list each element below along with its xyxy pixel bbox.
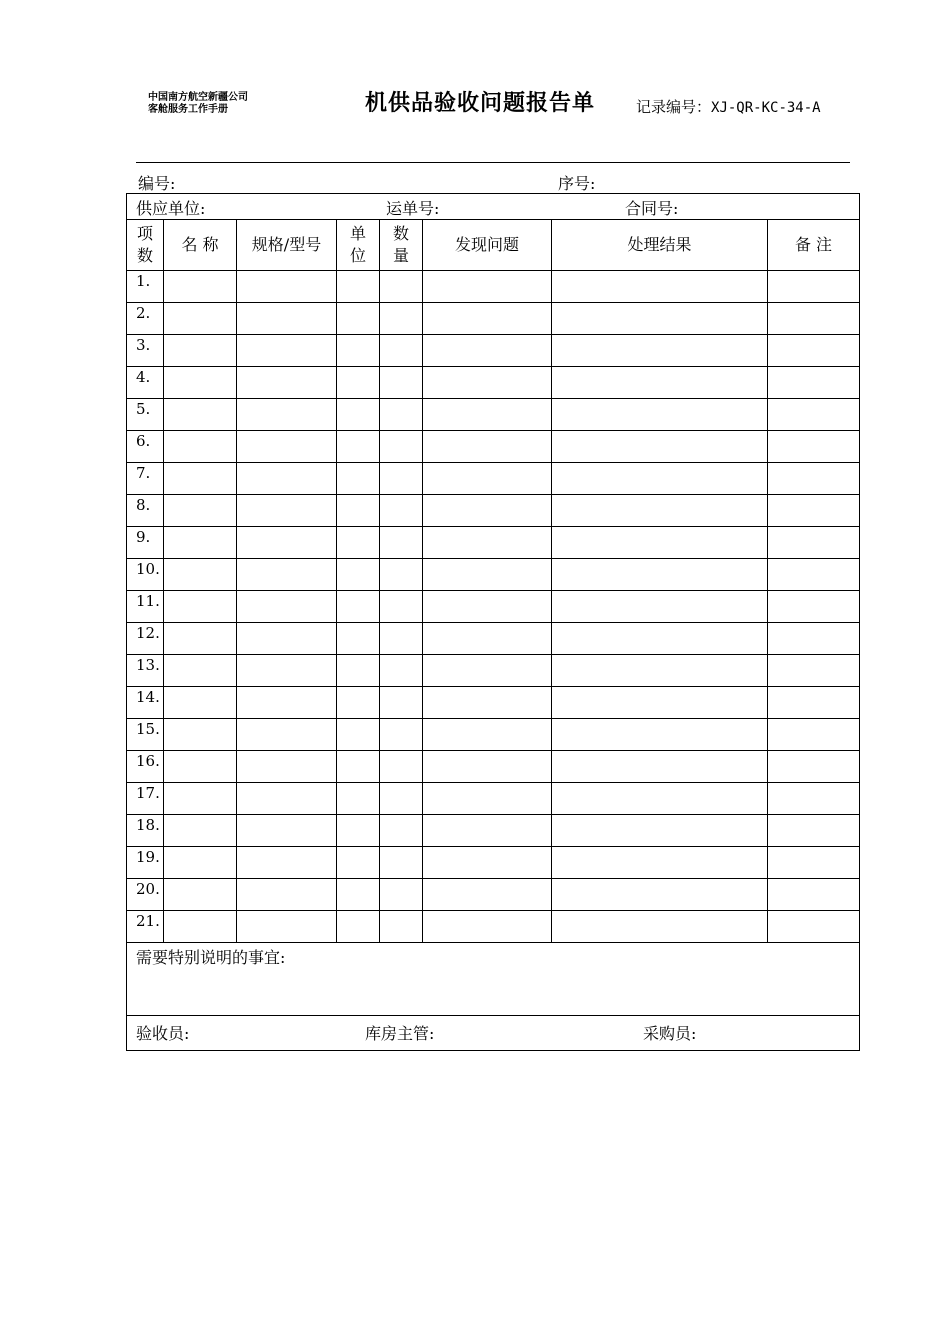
- column-header-unit: 单位: [337, 220, 380, 271]
- table-cell[interactable]: [164, 719, 237, 751]
- table-cell[interactable]: [423, 495, 552, 527]
- table-row: [127, 559, 860, 591]
- signature-row: [127, 1016, 860, 1051]
- table-cell[interactable]: [552, 815, 768, 847]
- row-number: 2.: [127, 303, 164, 335]
- row-number: 21.: [127, 911, 164, 943]
- table-row: [127, 271, 860, 303]
- table-cell[interactable]: [237, 495, 337, 527]
- table-cell[interactable]: [164, 815, 237, 847]
- table-cell[interactable]: [768, 527, 860, 559]
- table-cell[interactable]: [552, 911, 768, 943]
- table-cell[interactable]: [337, 847, 380, 879]
- table-row: [127, 623, 860, 655]
- table-row: [127, 591, 860, 623]
- table-cell[interactable]: [552, 847, 768, 879]
- row-number: 12.: [127, 623, 164, 655]
- table-cell[interactable]: [423, 751, 552, 783]
- table-cell[interactable]: [768, 271, 860, 303]
- table-cell[interactable]: [237, 687, 337, 719]
- row-number: 16.: [127, 751, 164, 783]
- column-header-result: 处理结果: [552, 220, 768, 271]
- table-cell[interactable]: [552, 623, 768, 655]
- table-cell[interactable]: [380, 687, 423, 719]
- table-cell[interactable]: [423, 367, 552, 399]
- table-cell[interactable]: [768, 623, 860, 655]
- table-cell[interactable]: [164, 623, 237, 655]
- table-cell[interactable]: [164, 751, 237, 783]
- table-cell[interactable]: [164, 591, 237, 623]
- table-cell[interactable]: [237, 463, 337, 495]
- record-number-label: 记录编号：: [636, 98, 712, 116]
- table-cell[interactable]: [380, 399, 423, 431]
- row-number: 3.: [127, 335, 164, 367]
- table-cell[interactable]: [552, 271, 768, 303]
- table-row: [127, 527, 860, 559]
- table-cell[interactable]: [164, 847, 237, 879]
- column-header-item-count: 项数: [127, 220, 164, 271]
- table-cell[interactable]: [237, 271, 337, 303]
- supplier-label: 供应单位:: [136, 199, 206, 218]
- table-cell[interactable]: [237, 399, 337, 431]
- table-row: [127, 655, 860, 687]
- table-row: [127, 751, 860, 783]
- supplier-row: [127, 194, 860, 220]
- table-cell[interactable]: [423, 815, 552, 847]
- table-row: [127, 303, 860, 335]
- table-row: [127, 687, 860, 719]
- row-number: 5.: [127, 399, 164, 431]
- table-cell[interactable]: [423, 655, 552, 687]
- row-number: 14.: [127, 687, 164, 719]
- row-number: 19.: [127, 847, 164, 879]
- contract-label: 合同号:: [625, 199, 679, 218]
- table-cell[interactable]: [768, 687, 860, 719]
- table-cell[interactable]: [552, 367, 768, 399]
- table-cell[interactable]: [337, 271, 380, 303]
- table-cell[interactable]: [237, 431, 337, 463]
- notes-label: 需要特别说明的事宜:: [127, 943, 860, 1016]
- table-cell[interactable]: [552, 559, 768, 591]
- table-row: [127, 879, 860, 911]
- row-number: 7.: [127, 463, 164, 495]
- table-cell[interactable]: [380, 655, 423, 687]
- table-cell[interactable]: [237, 783, 337, 815]
- table-cell[interactable]: [423, 623, 552, 655]
- table-cell[interactable]: [237, 367, 337, 399]
- table-cell[interactable]: [237, 911, 337, 943]
- table-cell[interactable]: [380, 879, 423, 911]
- waybill-label: 运单号:: [386, 199, 440, 218]
- table-row: [127, 399, 860, 431]
- table-row: [127, 367, 860, 399]
- table-cell[interactable]: [337, 687, 380, 719]
- table-cell[interactable]: [423, 303, 552, 335]
- sequence-field-label: 序号:: [558, 174, 596, 193]
- table-cell[interactable]: [164, 271, 237, 303]
- purchaser-label: 采购员:: [643, 1024, 697, 1043]
- table-cell[interactable]: [423, 687, 552, 719]
- table-cell[interactable]: [552, 751, 768, 783]
- table-cell[interactable]: [164, 687, 237, 719]
- table-cell[interactable]: [552, 463, 768, 495]
- table-cell[interactable]: [380, 719, 423, 751]
- table-row: [127, 495, 860, 527]
- row-number: 6.: [127, 431, 164, 463]
- table-cell[interactable]: [337, 655, 380, 687]
- table-cell[interactable]: [552, 527, 768, 559]
- number-field-label: 编号:: [138, 174, 176, 193]
- table-cell[interactable]: [768, 815, 860, 847]
- table-cell[interactable]: [380, 815, 423, 847]
- record-number-value: XJ-QR-KC-34-A: [711, 100, 821, 116]
- table-cell[interactable]: [380, 847, 423, 879]
- table-cell[interactable]: [164, 559, 237, 591]
- table-cell[interactable]: [337, 431, 380, 463]
- table-cell[interactable]: [237, 591, 337, 623]
- table-cell[interactable]: [380, 591, 423, 623]
- table-cell[interactable]: [164, 495, 237, 527]
- table-cell[interactable]: [337, 591, 380, 623]
- column-header-name: 名 称: [164, 220, 237, 271]
- table-cell[interactable]: [380, 751, 423, 783]
- table-cell[interactable]: [423, 335, 552, 367]
- table-cell[interactable]: [164, 655, 237, 687]
- table-cell[interactable]: [423, 559, 552, 591]
- table-cell[interactable]: [237, 815, 337, 847]
- table-cell[interactable]: [337, 399, 380, 431]
- form-title: 机供品验收问题报告单: [365, 91, 596, 116]
- table-cell[interactable]: [768, 591, 860, 623]
- row-number: 20.: [127, 879, 164, 911]
- table-cell[interactable]: [337, 367, 380, 399]
- table-cell[interactable]: [380, 367, 423, 399]
- table-cell[interactable]: [768, 463, 860, 495]
- table-row: [127, 335, 860, 367]
- table-cell[interactable]: [337, 751, 380, 783]
- table-cell[interactable]: [337, 303, 380, 335]
- table-cell[interactable]: [552, 719, 768, 751]
- row-number: 8.: [127, 495, 164, 527]
- table-cell[interactable]: [380, 527, 423, 559]
- column-header-quantity: 数量: [380, 220, 423, 271]
- table-cell[interactable]: [380, 911, 423, 943]
- table-cell[interactable]: [337, 527, 380, 559]
- row-number: 11.: [127, 591, 164, 623]
- table-cell[interactable]: [164, 911, 237, 943]
- table-cell[interactable]: [423, 847, 552, 879]
- inspection-table: [126, 193, 860, 1051]
- table-cell[interactable]: [768, 847, 860, 879]
- table-cell[interactable]: [237, 751, 337, 783]
- table-cell[interactable]: [768, 559, 860, 591]
- table-cell[interactable]: [237, 879, 337, 911]
- table-cell[interactable]: [237, 623, 337, 655]
- table-cell[interactable]: [380, 335, 423, 367]
- table-cell[interactable]: [380, 303, 423, 335]
- company-name: [148, 92, 248, 116]
- warehouse-supervisor-label: 库房主管:: [365, 1024, 435, 1043]
- table-cell[interactable]: [164, 879, 237, 911]
- table-cell[interactable]: [768, 399, 860, 431]
- notes-row: [127, 943, 860, 1016]
- table-row: [127, 911, 860, 943]
- table-cell[interactable]: [164, 431, 237, 463]
- table-cell[interactable]: [768, 655, 860, 687]
- table-cell[interactable]: [768, 751, 860, 783]
- record-number-block: [636, 98, 836, 117]
- row-number: 4.: [127, 367, 164, 399]
- table-cell[interactable]: [164, 463, 237, 495]
- table-cell[interactable]: [337, 815, 380, 847]
- table-cell[interactable]: [768, 303, 860, 335]
- table-cell[interactable]: [423, 271, 552, 303]
- table-cell[interactable]: [423, 911, 552, 943]
- table-cell[interactable]: [164, 367, 237, 399]
- table-cell[interactable]: [237, 719, 337, 751]
- row-number: 18.: [127, 815, 164, 847]
- table-cell[interactable]: [337, 623, 380, 655]
- column-header-spec: 规格/型号: [237, 220, 337, 271]
- table-cell[interactable]: [337, 911, 380, 943]
- table-cell[interactable]: [552, 431, 768, 463]
- table-cell[interactable]: [337, 559, 380, 591]
- column-header-remarks: 备 注: [768, 220, 860, 271]
- table-cell[interactable]: [423, 527, 552, 559]
- table-row: [127, 847, 860, 879]
- column-header-row: [127, 220, 860, 271]
- table-cell[interactable]: [552, 335, 768, 367]
- table-cell[interactable]: [380, 623, 423, 655]
- table-row: [127, 463, 860, 495]
- table-cell[interactable]: [423, 591, 552, 623]
- table-cell[interactable]: [237, 527, 337, 559]
- table-cell[interactable]: [768, 335, 860, 367]
- table-cell[interactable]: [380, 783, 423, 815]
- table-cell[interactable]: [337, 879, 380, 911]
- table-cell[interactable]: [552, 687, 768, 719]
- table-cell[interactable]: [237, 559, 337, 591]
- table-cell[interactable]: [768, 719, 860, 751]
- table-cell[interactable]: [552, 879, 768, 911]
- table-cell[interactable]: [768, 783, 860, 815]
- table-cell[interactable]: [768, 367, 860, 399]
- table-cell[interactable]: [237, 655, 337, 687]
- table-cell[interactable]: [768, 879, 860, 911]
- table-cell[interactable]: [552, 495, 768, 527]
- row-number: 9.: [127, 527, 164, 559]
- row-number: 17.: [127, 783, 164, 815]
- table-cell[interactable]: [768, 495, 860, 527]
- table-cell[interactable]: [552, 783, 768, 815]
- table-cell[interactable]: [380, 463, 423, 495]
- table-cell[interactable]: [423, 879, 552, 911]
- table-cell[interactable]: [337, 463, 380, 495]
- table-cell[interactable]: [164, 783, 237, 815]
- table-row: [127, 815, 860, 847]
- table-cell[interactable]: [337, 495, 380, 527]
- company-name-line1: 中国南方航空新疆公司: [148, 92, 248, 103]
- table-cell[interactable]: [164, 303, 237, 335]
- row-number: 15.: [127, 719, 164, 751]
- table-cell[interactable]: [380, 271, 423, 303]
- table-cell[interactable]: [380, 495, 423, 527]
- table-cell[interactable]: [423, 399, 552, 431]
- table-cell[interactable]: [423, 783, 552, 815]
- table-row: [127, 719, 860, 751]
- row-number: 10.: [127, 559, 164, 591]
- table-cell[interactable]: [552, 399, 768, 431]
- table-cell[interactable]: [380, 431, 423, 463]
- table-cell[interactable]: [380, 559, 423, 591]
- table-cell[interactable]: [768, 911, 860, 943]
- row-number: 13.: [127, 655, 164, 687]
- table-cell[interactable]: [237, 335, 337, 367]
- table-cell[interactable]: [164, 335, 237, 367]
- company-name-line2: 客舱服务工作手册: [148, 104, 228, 115]
- table-cell[interactable]: [164, 399, 237, 431]
- table-row: [127, 431, 860, 463]
- table-cell[interactable]: [552, 303, 768, 335]
- table-cell[interactable]: [768, 431, 860, 463]
- table-cell[interactable]: [337, 335, 380, 367]
- table-cell[interactable]: [237, 303, 337, 335]
- table-cell[interactable]: [164, 527, 237, 559]
- column-header-problem: 发现问题: [423, 220, 552, 271]
- table-cell[interactable]: [552, 591, 768, 623]
- table-cell[interactable]: [337, 719, 380, 751]
- row-number: 1.: [127, 271, 164, 303]
- table-cell[interactable]: [552, 655, 768, 687]
- table-cell[interactable]: [337, 783, 380, 815]
- table-cell[interactable]: [237, 847, 337, 879]
- header-divider: [136, 162, 850, 163]
- table-cell[interactable]: [423, 431, 552, 463]
- inspector-label: 验收员:: [136, 1024, 190, 1043]
- table-cell[interactable]: [423, 719, 552, 751]
- table-cell[interactable]: [423, 463, 552, 495]
- table-row: [127, 783, 860, 815]
